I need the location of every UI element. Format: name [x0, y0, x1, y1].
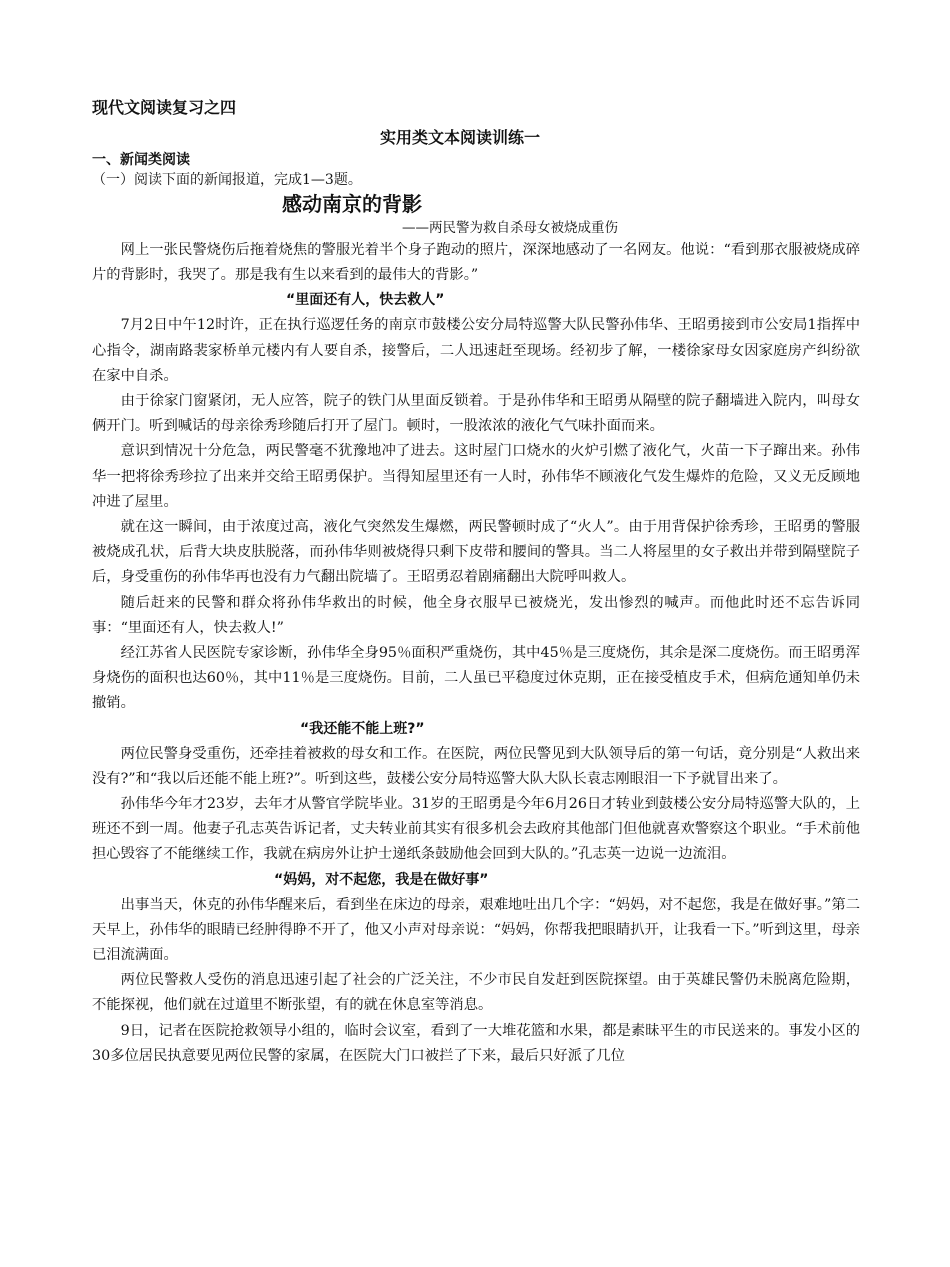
body-paragraph: 两位民警救人受伤的消息迅速引起了社会的广泛关注，不少市民自发赶到医院探望。由于英雄民警仍未脱离危险期，不能探视，他们就在过道里不断张望，有的就在休息室等消息。 [92, 972, 860, 1014]
article-intro-paragraph: 网上一张民警烧伤后拖着烧焦的警服光着半个身子跑动的照片，深深地感动了一名网友。他说：“看到那衣服被烧成碎片的背影时，我哭了。那是我有生以来看到的最伟大的背影。” [92, 242, 860, 284]
document-page [92, 96, 860, 1069]
subheading-2: “我还能不能上班?” [300, 720, 425, 737]
body-paragraph: 两位民警身受重伤，还牵挂着被救的母女和工作。在医院，两位民警见到大队领导后的第一句话，竟分别是“人救出来没有?”和“我以后还能不能上班?”。听到这些，鼓楼公安分局特巡警大队大队长袁志刚眼泪一下予就冒出来了。 [92, 745, 860, 787]
section-title: 一、新闻类阅读 [92, 152, 190, 168]
body-paragraph: 7月2日中午12时许，正在执行巡逻任务的南京市鼓楼公安分局特巡警大队民警孙伟华、王昭勇接到市公安局1指挥中心指令，湖南路裴家桥单元楼内有人要自杀，接警后，二人迅速赶至现场。经初步了解，一楼徐家母女因家庭房产纠纷欲在家中自杀。 [92, 317, 860, 384]
body-paragraph: 由于徐家门窗紧闭，无人应答，院子的铁门从里面反锁着。于是孙伟华和王昭勇从隔壁的院子翻墙进入院内，叫母女俩开门。听到喊话的母亲徐秀珍随后打开了屋门。顿时，一股浓浓的液化气气味扑面而来。 [92, 393, 860, 435]
body-paragraph: 就在这一瞬间，由于浓度过高，液化气突然发生爆燃，两民警顿时成了“火人”。由于用背保护徐秀珍，王昭勇的警服被烧成孔状，后背大块皮肤脱落，而孙伟华则被烧得只剩下皮带和腰间的警具。当二人将屋里的女子救出并带到隔壁院子后，身受重伤的孙伟华再也没有力气翻出院墙了。王昭勇忍着剧痛翻出大院呼叫救人。 [92, 519, 860, 586]
body-paragraph: 随后赶来的民警和群众将孙伟华救出的时候，他全身衣服早已被烧光，发出惨烈的喊声。而他此时还不忘告诉同事：“里面还有人，快去救人!” [92, 594, 860, 636]
document-title: 实用类文本阅读训练一 [380, 128, 541, 147]
article-subtitle: ——两民警为救自杀母女被烧成重伤 [402, 220, 618, 236]
subheading-3: “妈妈，对不起您，我是在做好事” [274, 871, 489, 888]
body-paragraph: 孙伟华今年才23岁，去年才从警官学院毕业。31岁的王昭勇是今年6月26日才转业到鼓楼公安分局特巡警大队的，上班还不到一周。他妻子孔志英告诉记者，丈夫转业前其实有很多机会去政府其他部门但他就喜欢警察这个职业。“手术前他担心毁容了不能继续工作，我就在病房外让护士递纸条鼓励他会回到大队的。”孔志英一边说一边流泪。 [92, 796, 860, 863]
article-title: 感动南京的背影 [282, 192, 422, 216]
subheading-1: “里面还有人，快去救人” [286, 292, 445, 309]
body-paragraph: 9日，记者在医院抢救领导小组的，临时会议室，看到了一大堆花篮和水果，都是素昧平生的市民送来的。事发小区的30多位居民执意要见两位民警的家属，在医院大门口被拦了下来，最后只好派了几位 [92, 1022, 860, 1064]
reading-instruction: （一）阅读下面的新闻报道，完成1—3题。 [92, 172, 362, 188]
series-title: 现代文阅读复习之四 [92, 98, 237, 117]
body-paragraph: 经江苏省人民医院专家诊断，孙伟华全身95％面积严重烧伤，其中45％是三度烧伤，其余是深二度烧伤。而王昭勇浑身烧伤的面积也达60％，其中11％是三度烧伤。目前，二人虽已平稳度过休克期，正在接受植皮手术，但病危通知单仍未撤销。 [92, 645, 860, 712]
body-paragraph: 意识到情况十分危急，两民警毫不犹豫地冲了进去。这时屋门口烧水的火炉引燃了液化气，火苗一下子蹿出来。孙伟华一把将徐秀珍拉了出来并交给王昭勇保护。当得知屋里还有一人时，孙伟华不顾液化气发生爆炸的危险，又义无反顾地冲进了屋里。 [92, 443, 860, 510]
body-paragraph: 出事当天，休克的孙伟华醒来后，看到坐在床边的母亲，艰难地吐出几个字：“妈妈，对不起您，我是在做好事。”第二天早上，孙伟华的眼睛已经肿得睁不开了，他又小声对母亲说：“妈妈，你帮我把眼睛扒开，让我看一下。”听到这里，母亲已泪流满面。 [92, 896, 860, 964]
